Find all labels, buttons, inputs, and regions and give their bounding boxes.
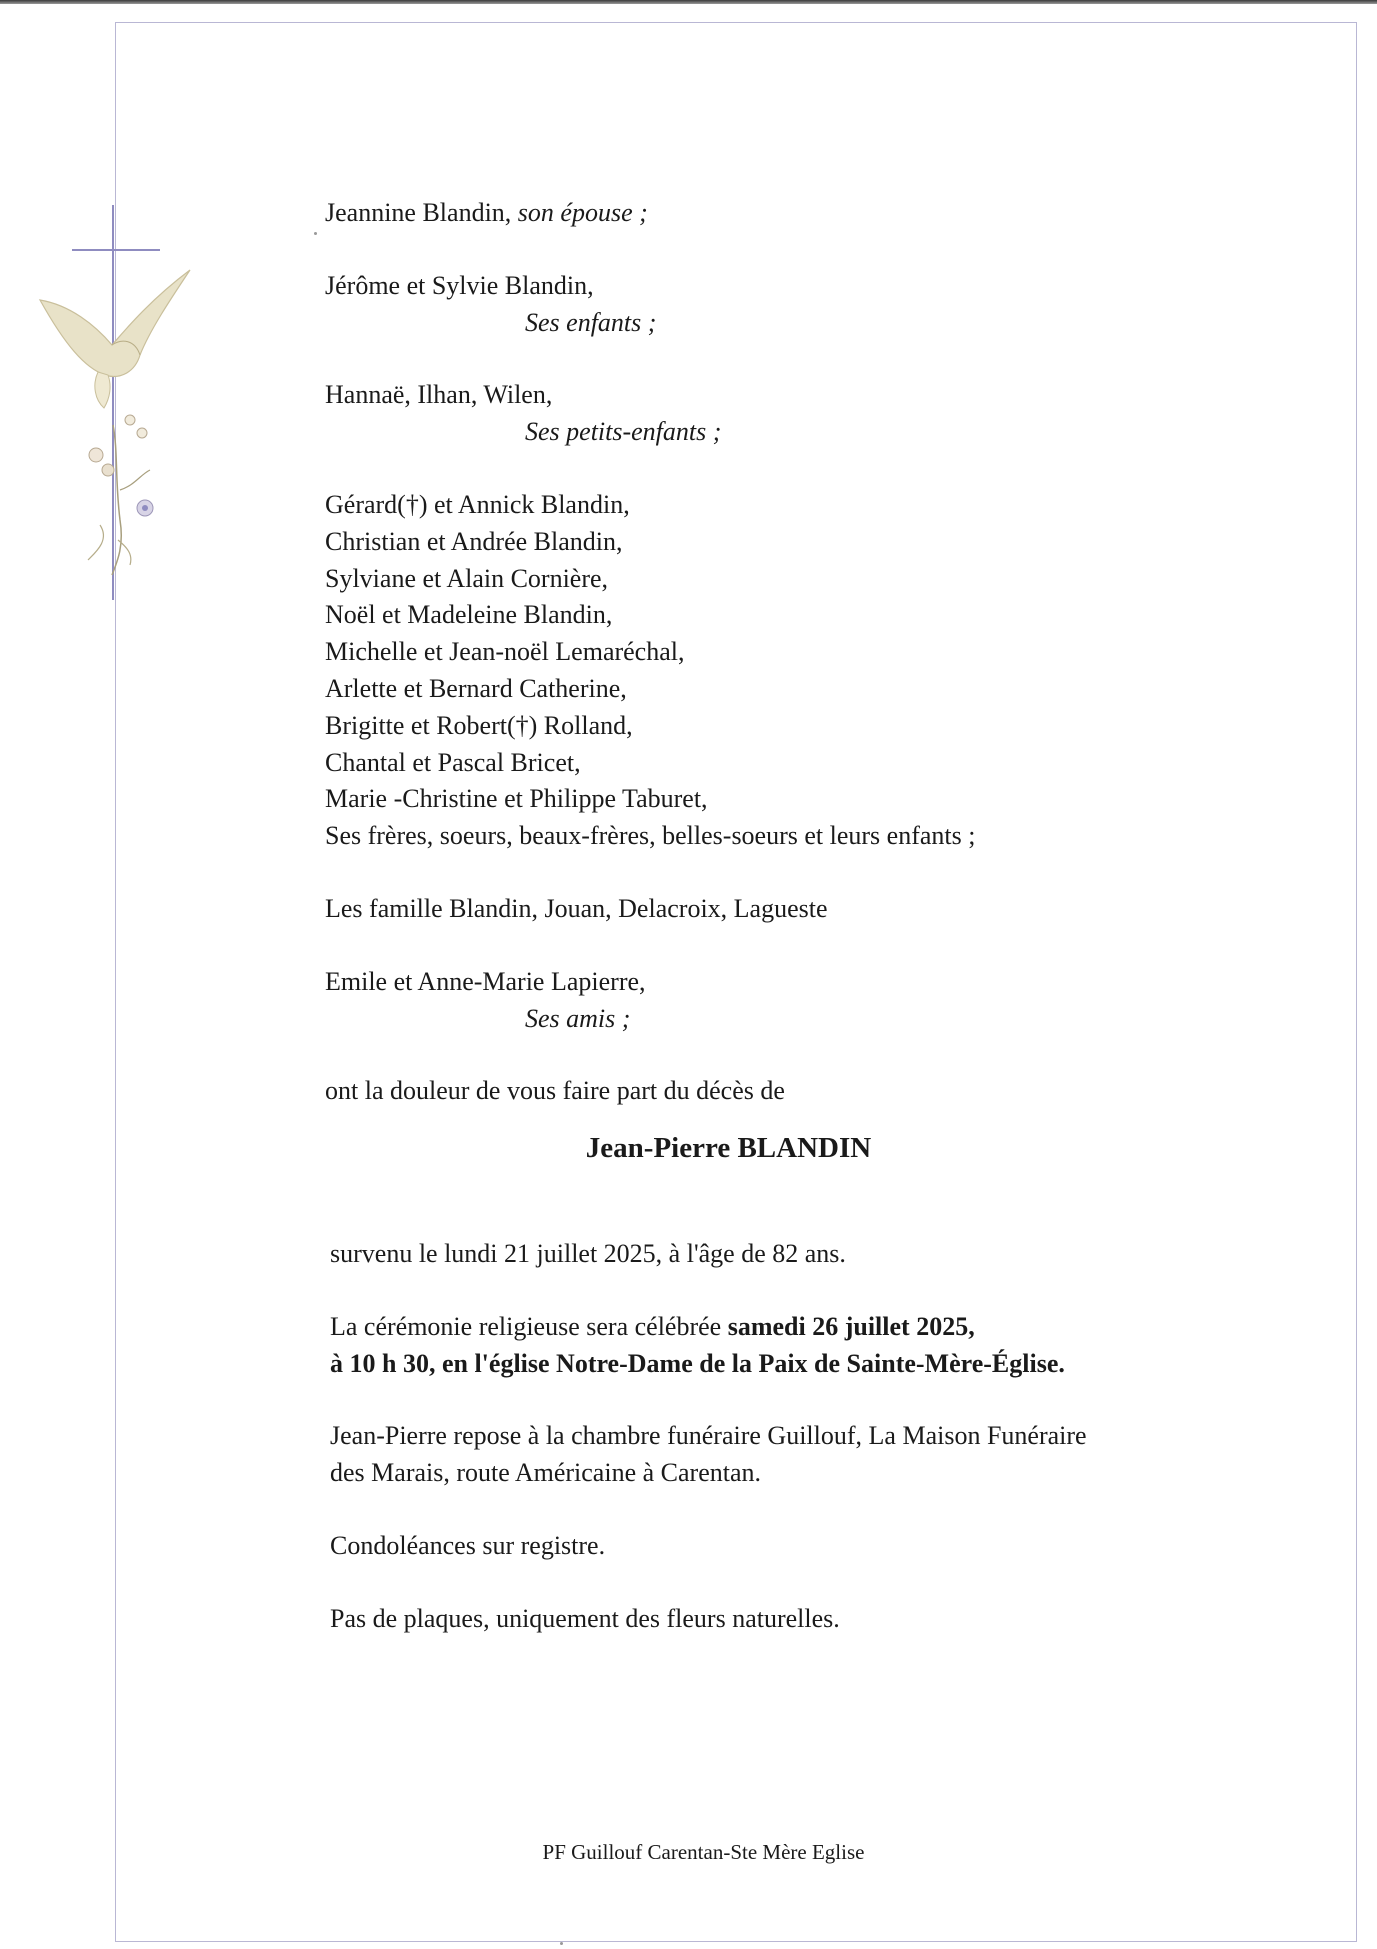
- sibling-line: Ses frères, soeurs, beaux-frères, belles-soeurs et leurs enfants ;: [325, 821, 976, 851]
- sibling-line: Noël et Madeleine Blandin,: [325, 600, 613, 630]
- families-entry: [325, 891, 1285, 928]
- sibling-line: Chantal et Pascal Bricet,: [325, 747, 581, 777]
- announcement-line: ont la douleur de vous faire part du décès de: [325, 1076, 785, 1106]
- children-entry: [325, 268, 1285, 342]
- condolences-entry: [330, 1528, 1290, 1565]
- sibling-line: Arlette et Bernard Catherine,: [325, 673, 627, 703]
- death-line: survenu le lundi 21 juillet 2025, à l'âge de 82 ans.: [330, 1239, 846, 1268]
- details-block: [330, 1236, 1290, 1674]
- death-entry: [330, 1236, 1290, 1273]
- friends-names: Emile et Anne-Marie Lapierre,: [325, 966, 646, 996]
- rest-entry: [330, 1418, 1290, 1492]
- families-line: Les famille Blandin, Jouan, Delacroix, Lagueste: [325, 893, 828, 923]
- sibling-line: Sylviane et Alain Cornière,: [325, 563, 609, 593]
- grandchildren-entry: [325, 377, 1285, 451]
- children-relation: Ses enfants ;: [525, 307, 657, 337]
- cross-dove-flowers-icon: [0, 0, 220, 640]
- sibling-line: Gérard(†) et Annick Blandin,: [325, 489, 630, 519]
- grandchildren-names: Hannaë, Ilhan, Wilen,: [325, 380, 553, 410]
- sibling-line: Brigitte et Robert(†) Rolland,: [325, 710, 633, 740]
- spouse-relation: son épouse ;: [517, 198, 648, 227]
- family-list: [325, 195, 1285, 1146]
- ceremony-place: à 10 h 30, en l'église Notre-Dame de la Paix de Sainte-Mère-Église.: [330, 1348, 1065, 1378]
- scan-speck: [560, 1942, 563, 1945]
- sibling-line: Marie -Christine et Philippe Taburet,: [325, 784, 708, 814]
- ceremony-date: samedi 26 juillet 2025,: [727, 1311, 975, 1341]
- friends-relation: Ses amis ;: [525, 1003, 631, 1033]
- spouse-entry: [325, 195, 1285, 232]
- flowers-entry: [330, 1601, 1290, 1638]
- grandchildren-relation: Ses petits-enfants ;: [525, 417, 722, 447]
- spouse-name: Jeannine Blandin,: [325, 198, 518, 227]
- rest-line-1: Jean-Pierre repose à la chambre funéraire Guillouf, La Maison Funéraire: [330, 1421, 1087, 1451]
- friends-entry: [325, 964, 1285, 1038]
- flowers-line: Pas de plaques, uniquement des fleurs naturelles.: [330, 1603, 840, 1633]
- announcement-entry: [325, 1073, 1285, 1110]
- scan-speck: [314, 232, 317, 235]
- sibling-line: Christian et Andrée Blandin,: [325, 526, 623, 556]
- funeral-home-footer: PF Guillouf Carentan-Ste Mère Eglise: [542, 1840, 865, 1864]
- ceremony-intro: La cérémonie religieuse sera célébrée: [330, 1311, 728, 1341]
- ceremony-entry: [330, 1309, 1290, 1383]
- rest-line-2: des Marais, route Américaine à Carentan.: [330, 1458, 761, 1488]
- sibling-line: Michelle et Jean-noël Lemaréchal,: [325, 637, 685, 667]
- condolences-line: Condoléances sur registre.: [330, 1530, 606, 1560]
- deceased-name: Jean-Pierre BLANDIN: [585, 1132, 872, 1164]
- children-names: Jérôme et Sylvie Blandin,: [325, 270, 594, 300]
- siblings-entry: [325, 487, 1285, 855]
